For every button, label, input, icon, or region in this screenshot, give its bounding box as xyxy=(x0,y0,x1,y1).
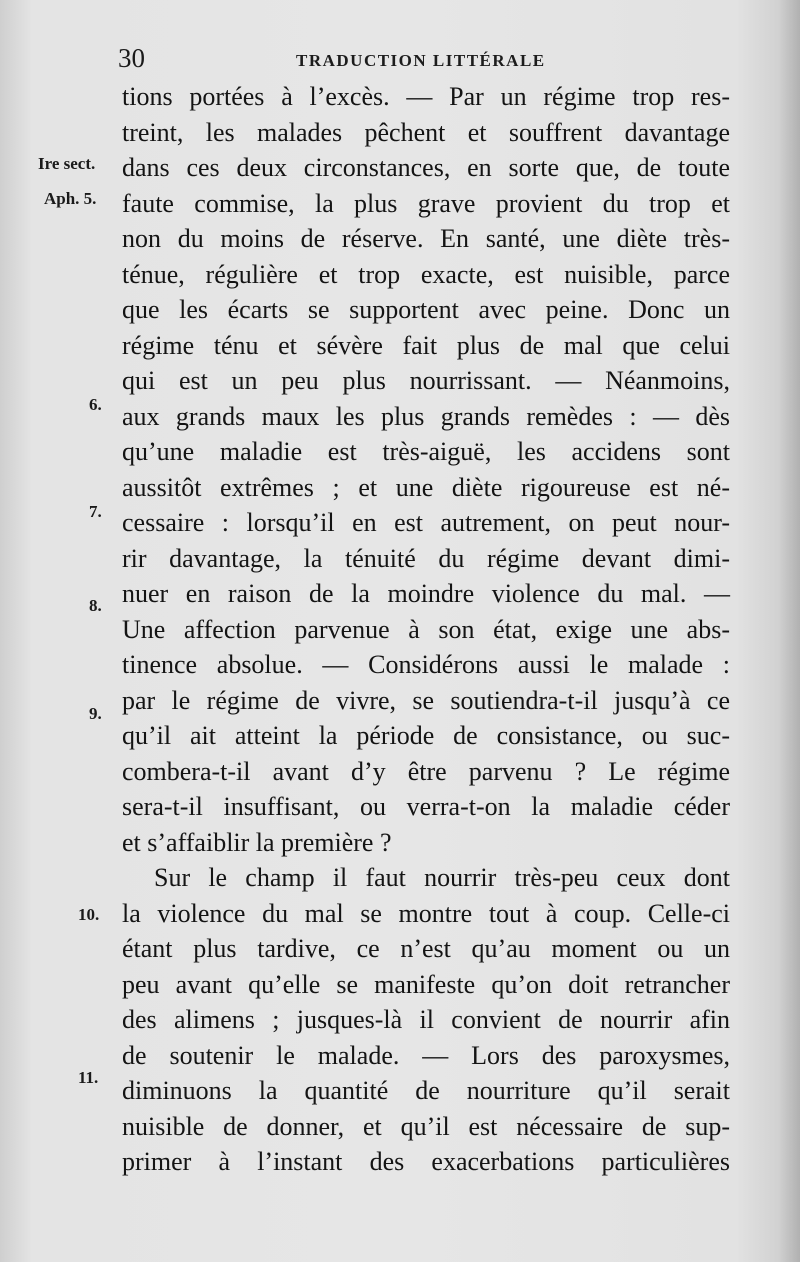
text-line: Une affection parvenue à son état, exige une abs- xyxy=(122,614,730,644)
margin-note-aphorism: Aph. 5. xyxy=(44,189,97,208)
text-line: tions portées à l’excès. — Par un régime trop res- xyxy=(122,82,730,111)
margin-note-6: 6. xyxy=(89,395,102,414)
margin-note-10: 10. xyxy=(78,905,100,924)
text-line: étant plus tardive, ce n’est qu’au moment ou un xyxy=(122,934,730,963)
text-line: peu avant qu’elle se manifeste qu’on doit retrancher xyxy=(122,969,730,999)
text-line: diminuons la quantité de nourriture qu’il serait xyxy=(122,1076,730,1105)
text-line: la violence du mal se montre tout à coup. Celle-ci xyxy=(122,898,730,928)
text-line: qu’une maladie est très-aiguë, les accidens sont xyxy=(122,437,730,466)
text-line: dans ces deux circonstances, en sorte que, de toute xyxy=(122,153,730,182)
text-line: régime ténu et sévère fait plus de mal que celui xyxy=(122,330,730,360)
margin-note-section: Ire sect. xyxy=(38,154,96,173)
margin-note-8: 8. xyxy=(89,596,102,615)
text-line: non du moins de réserve. En santé, une diète très- xyxy=(122,224,730,253)
text-line: que les écarts se supportent avec peine. Donc un xyxy=(122,295,730,324)
text-line: ténue, régulière et trop exacte, est nuisible, parce xyxy=(122,259,730,289)
text-line: de soutenir le malade. — Lors des paroxysmes, xyxy=(122,1040,730,1070)
text-line: nuisible de donner, et qu’il est nécessaire de sup- xyxy=(122,1111,730,1141)
text-line: aussitôt extrêmes ; et une diète rigoureuse est né- xyxy=(122,472,730,502)
text-line: des alimens ; jusques-là il convient de nourrir afin xyxy=(122,1005,730,1034)
text-line: et s’affaiblir la première ? xyxy=(122,827,392,857)
text-line: aux grands maux les plus grands remèdes : — dès xyxy=(122,401,730,431)
text-line: qui est un peu plus nourrissant. — Néanmoins, xyxy=(122,366,730,395)
text-line: cessaire : lorsqu’il en est autrement, on peut nour- xyxy=(122,508,730,537)
text-line: primer à l’instant des exacerbations particulières xyxy=(122,1147,730,1176)
binding-shadow xyxy=(778,0,800,1262)
text-line: combera-t-il avant d’y être parvenu ? Le régime xyxy=(122,756,730,786)
page-number: 30 xyxy=(118,43,145,73)
margin-note-7: 7. xyxy=(89,502,102,521)
text-line: faute commise, la plus grave provient du trop et xyxy=(122,188,730,218)
text-line: sera-t-il insuffisant, ou verra-t-on la maladie céder xyxy=(122,792,730,821)
text-line: treint, les malades pêchent et souffrent davantage xyxy=(122,117,730,147)
text-line: Sur le champ il faut nourrir très-peu ceux dont xyxy=(154,863,730,892)
text-line: rir davantage, la ténuité du régime devant dimi- xyxy=(122,543,730,573)
text-line: nuer en raison de la moindre violence du mal. — xyxy=(122,579,730,608)
text-line: par le régime de vivre, se soutiendra-t-il jusqu’à ce xyxy=(122,685,730,715)
margin-note-9: 9. xyxy=(89,704,102,723)
margin-note-11: 11. xyxy=(78,1068,99,1087)
page-header xyxy=(118,43,730,77)
body-text xyxy=(122,79,730,1180)
text-line: tinence absolue. — Considérons aussi le malade : xyxy=(122,650,730,679)
running-head: TRADUCTION LITTÉRALE xyxy=(296,51,546,70)
text-line: qu’il ait atteint la période de consistance, ou suc- xyxy=(122,721,730,750)
